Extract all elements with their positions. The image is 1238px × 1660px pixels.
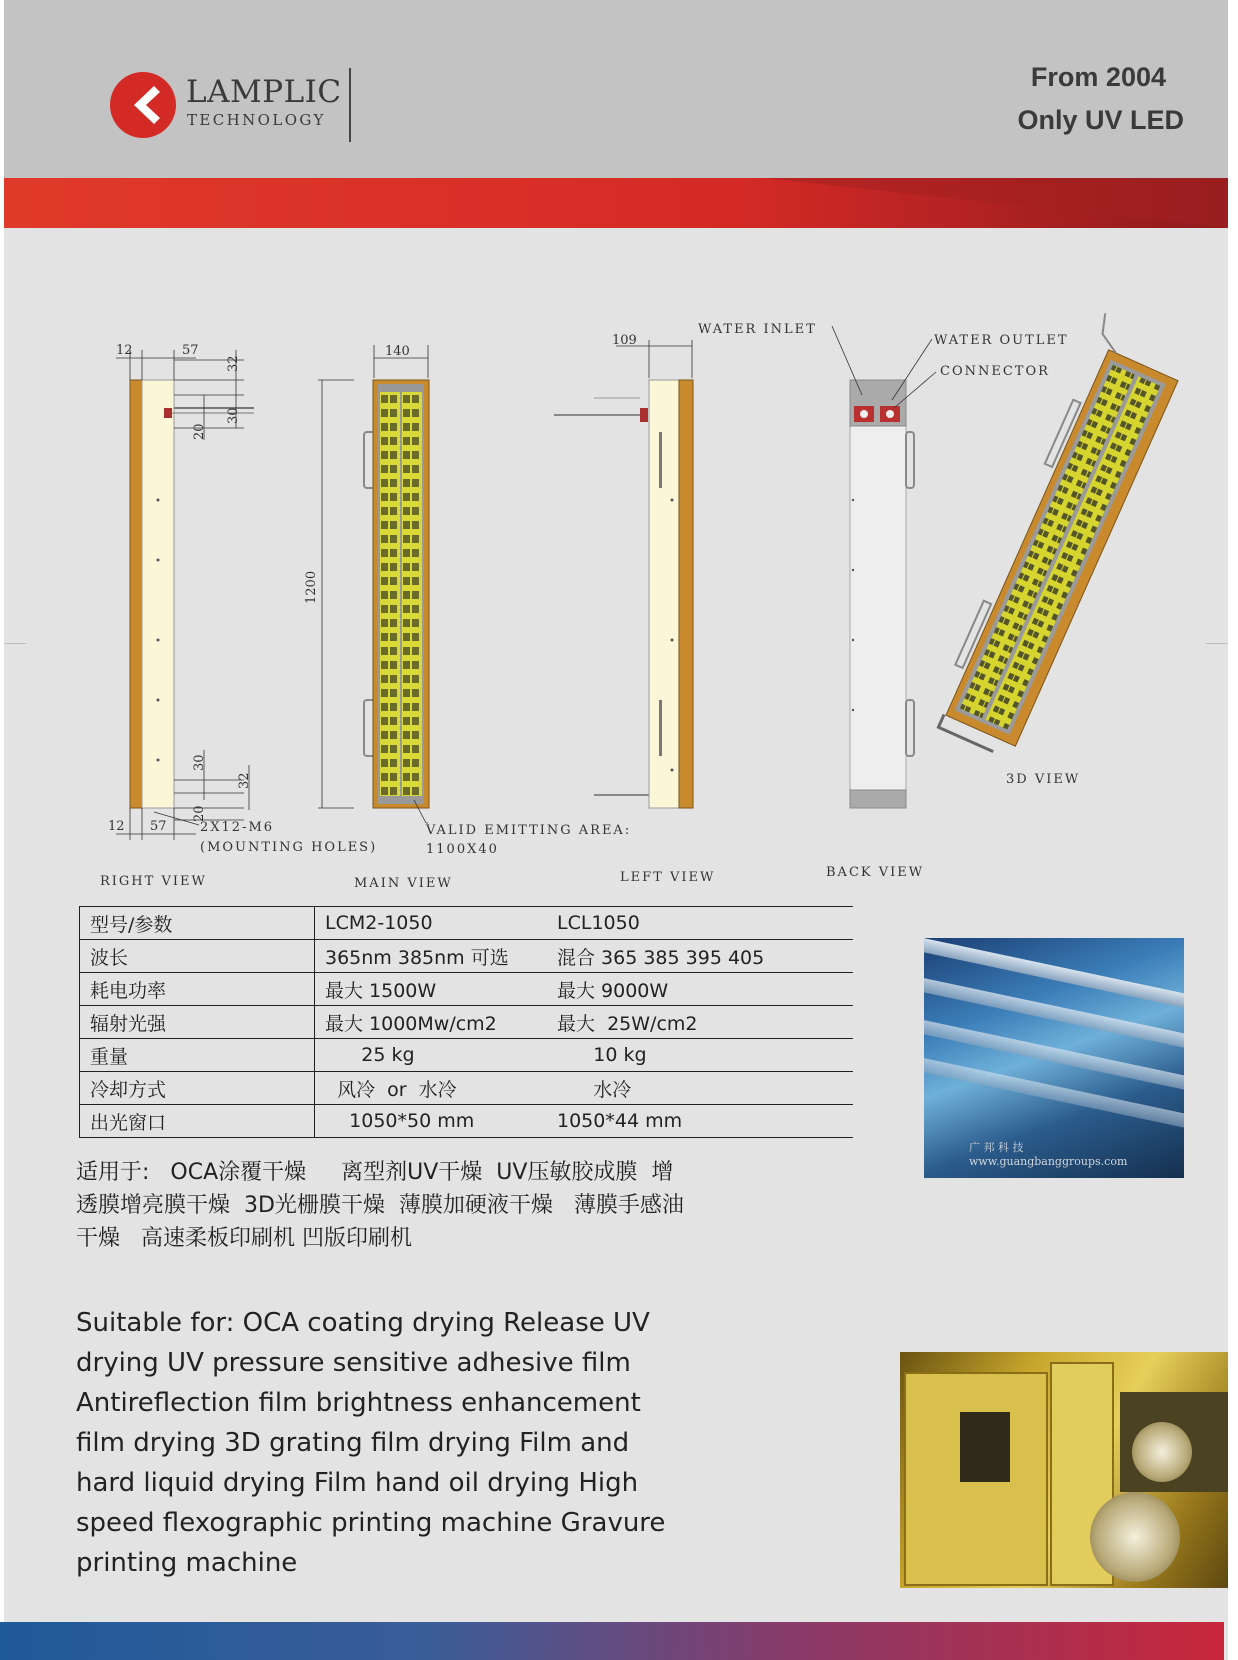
spec-value: 1050*44 mm bbox=[547, 1105, 853, 1138]
dim-30-top: 30 bbox=[226, 407, 241, 424]
footer-bar bbox=[0, 1622, 1224, 1660]
3d-view-label: 3D VIEW bbox=[1006, 772, 1081, 787]
brand-name: LAMPLIC bbox=[186, 74, 342, 110]
back-view-drawing bbox=[832, 326, 936, 808]
brand-subtitle: TECHNOLOGY bbox=[187, 111, 326, 129]
spec-row bbox=[80, 1105, 854, 1138]
spec-value: 1050*50 mm bbox=[315, 1105, 548, 1138]
dim-12-top: 12 bbox=[116, 343, 133, 358]
mounting-holes-label-1: 2X12-M6 bbox=[200, 820, 275, 835]
spec-value: 混合 365 385 395 405 bbox=[547, 940, 853, 973]
cleanroom-machine-photo bbox=[900, 1352, 1228, 1588]
spec-value: 10 kg bbox=[547, 1039, 853, 1072]
spec-param-name: 波长 bbox=[80, 940, 315, 973]
water-outlet-label: WATER OUTLET bbox=[934, 333, 1069, 348]
spec-row bbox=[80, 1072, 854, 1105]
spec-value: 最大 9000W bbox=[547, 973, 853, 1006]
water-inlet-label: WATER INLET bbox=[698, 322, 817, 337]
spec-value: 365nm 385nm 可选 bbox=[315, 940, 548, 973]
dim-30-bottom: 30 bbox=[192, 754, 207, 771]
spec-value: LCL1050 bbox=[547, 907, 853, 940]
mounting-holes-label-2: (MOUNTING HOLES) bbox=[200, 840, 378, 855]
connector-label: CONNECTOR bbox=[940, 364, 1050, 379]
photo-watermark: 广 邦 科 技 www.guangbanggroups.com bbox=[969, 1141, 1128, 1168]
spec-value: LCM2-1050 bbox=[315, 907, 548, 940]
dim-20-bottom: 20 bbox=[192, 805, 207, 822]
dim-57-bottom: 57 bbox=[150, 819, 167, 834]
right-view-label: RIGHT VIEW bbox=[100, 874, 207, 889]
tagline-product: Only UV LED bbox=[1017, 105, 1184, 135]
dim-12-bottom: 12 bbox=[108, 819, 125, 834]
applications-chinese: 适用于: OCA涂覆干燥 离型剂UV干燥 UV压敏胶成膜 增透膜增亮膜干燥 3D光栅膜干燥 薄膜加硬液干燥 薄膜手感油干燥 高速柔板印刷机 凹版印刷机 bbox=[76, 1160, 684, 1251]
valid-area-label-2: 1100X40 bbox=[426, 842, 499, 857]
main-view-label: MAIN VIEW bbox=[354, 876, 453, 891]
spec-row bbox=[80, 940, 854, 973]
dim-140: 140 bbox=[385, 344, 410, 359]
spec-param-name: 辐射光强 bbox=[80, 1006, 315, 1039]
spec-row bbox=[80, 907, 854, 940]
spec-row bbox=[80, 1039, 854, 1072]
spec-value: 25 kg bbox=[315, 1039, 548, 1072]
3d-view-drawing bbox=[924, 313, 1191, 759]
production-line-photo bbox=[924, 938, 1184, 1178]
spec-param-name: 型号/参数 bbox=[80, 907, 315, 940]
dim-57-top: 57 bbox=[182, 343, 199, 358]
back-view-label: BACK VIEW bbox=[826, 865, 925, 880]
spec-param-name: 耗电功率 bbox=[80, 973, 315, 1006]
spec-value: 水冷 bbox=[547, 1072, 853, 1105]
technical-drawings bbox=[4, 0, 1228, 900]
spec-row bbox=[80, 1006, 854, 1039]
left-view-label: LEFT VIEW bbox=[620, 870, 716, 885]
left-view-drawing bbox=[554, 340, 693, 808]
spec-row bbox=[80, 973, 854, 1006]
spec-table bbox=[79, 906, 853, 1138]
spec-value: 最大 1000Mw/cm2 bbox=[315, 1006, 548, 1039]
tagline-year: From 2004 bbox=[1030, 62, 1166, 92]
spec-value: 最大 25W/cm2 bbox=[547, 1006, 853, 1039]
spec-value: 最大 1500W bbox=[315, 973, 548, 1006]
spec-value: 风冷 or 水冷 bbox=[315, 1072, 548, 1105]
dim-1200: 1200 bbox=[304, 570, 319, 604]
spec-param-name: 出光窗口 bbox=[80, 1105, 315, 1138]
dim-109: 109 bbox=[612, 333, 637, 348]
main-view-drawing bbox=[318, 345, 429, 823]
valid-area-label-1: VALID EMITTING AREA: bbox=[426, 823, 632, 838]
applications-english: Suitable for: OCA coating drying Release UV drying UV pressure sensitive adhesive film Antireflection film brightness enhancement film drying 3D grating film drying Film and hard liquid drying Film hand oil drying High speed flexographic printing machine Gravure printing machine bbox=[76, 1308, 666, 1578]
dim-32-top: 32 bbox=[226, 355, 241, 372]
page bbox=[4, 0, 1228, 1660]
spec-param-name: 冷却方式 bbox=[80, 1072, 315, 1105]
dim-32-bottom: 32 bbox=[237, 772, 252, 789]
dim-20-top: 20 bbox=[192, 423, 207, 440]
spec-param-name: 重量 bbox=[80, 1039, 315, 1072]
